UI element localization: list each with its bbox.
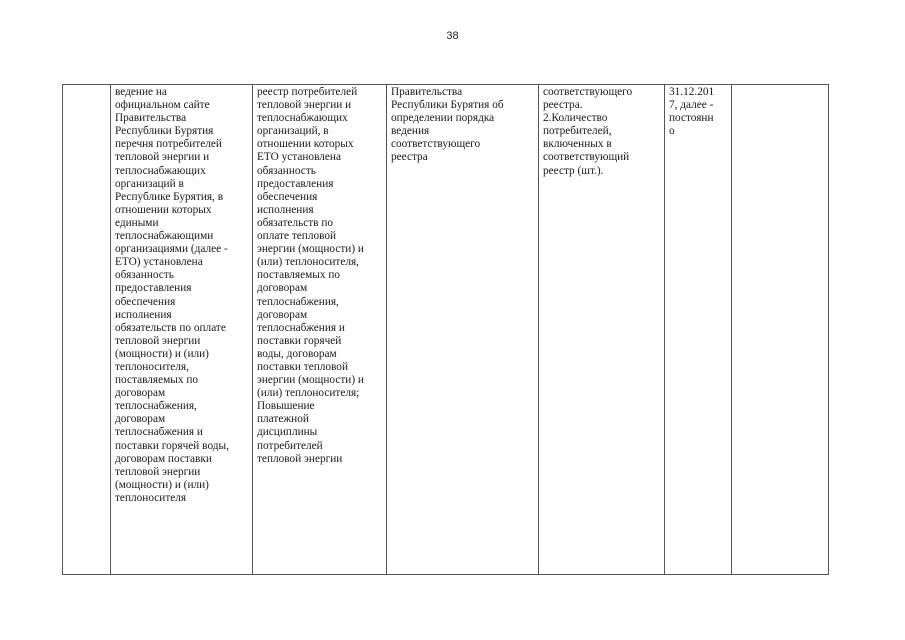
table-cell-col7 <box>732 85 829 575</box>
table-cell-deadline: 31.12.201 7, далее - постоянн о <box>665 85 732 575</box>
table-row <box>63 85 829 575</box>
table-cell-measure: ведение на официальном сайте Правительства Республики Бурятия перечня потребителей тепловой энергии и теплоснабжающих организаций в Республике Бурятия, в отношении которых едиными теплоснабжающими организациями (далее - ЕТО) установлена обязанность предоставления обеспечения исполнения обязательств по оплате тепловой энергии (мощности) и (или) теплоносителя, поставляемых по договорам теплоснабжения, договорам теплоснабжения и поставки горячей воды, договорам поставки тепловой энергии (мощности) и (или) теплоносителя <box>111 85 253 575</box>
table-cell-document: Правительства Республики Бурятия об определении порядка ведения соответствующего реестра <box>387 85 539 575</box>
page-number: 38 <box>446 30 459 42</box>
document-table <box>62 84 829 575</box>
table-cell-indicator: соответствующего реестра. 2.Количество потребителей, включенных в соответствующий реестр (шт.). <box>539 85 665 575</box>
table-cell-col1 <box>63 85 111 575</box>
table-cell-result: реестр потребителей тепловой энергии и теплоснабжающих организаций, в отношении которых ЕТО установлена обязанность предоставления обеспечения исполнения обязательств по оплате тепловой энергии (мощности) и (или) теплоносителя, поставляемых по договорам теплоснабжения, договорам теплоснабжения и поставки горячей воды, договорам поставки тепловой энергии (мощности) и (или) теплоносителя; Повышение платежной дисциплины потребителей тепловой энергии <box>253 85 387 575</box>
